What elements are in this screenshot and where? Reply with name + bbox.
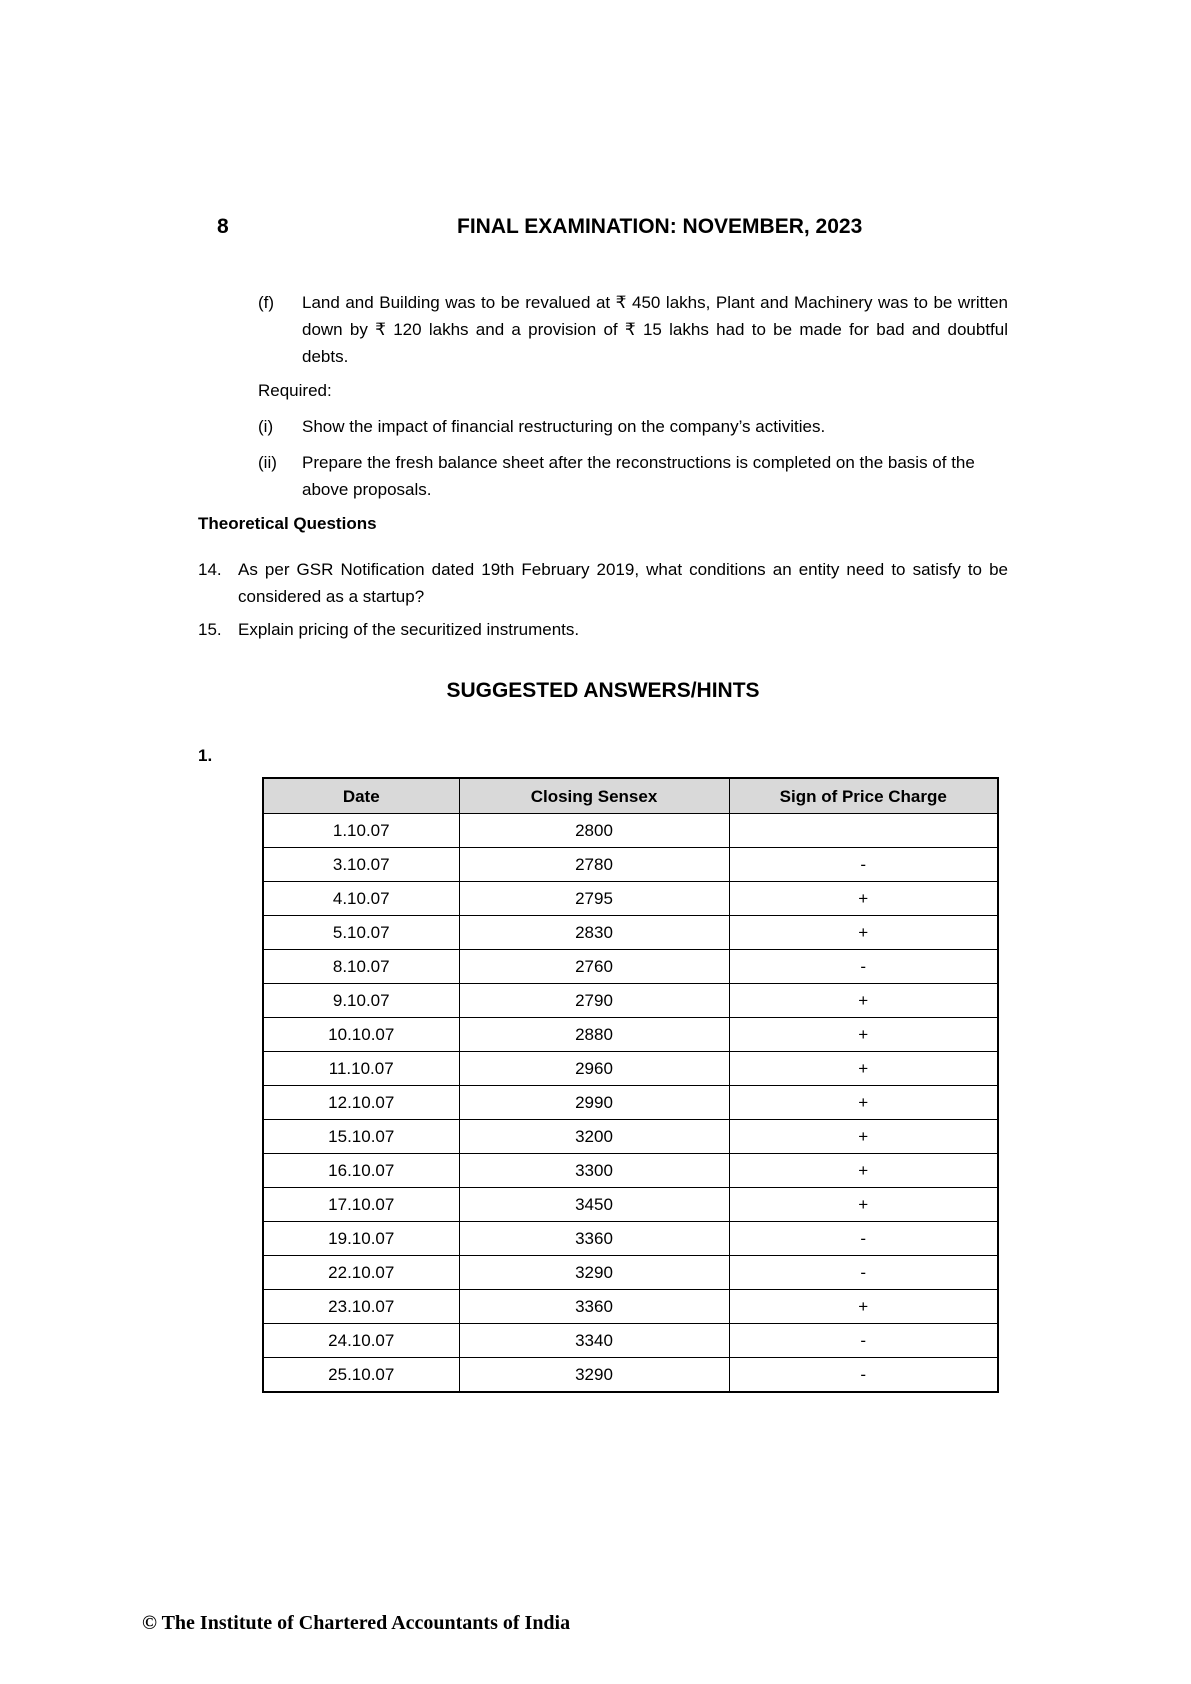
header-cell-sign-of-price-charge: Sign of Price Charge [729, 778, 998, 814]
price-sign-cell: + [729, 984, 998, 1018]
page-footer: © The Institute of Chartered Accountants of India [142, 1612, 571, 1634]
date-cell: 1.10.07 [263, 814, 459, 848]
sensex-table-body [263, 814, 998, 1393]
date-cell: 5.10.07 [263, 916, 459, 950]
question-15-text: Explain pricing of the securitized instruments. [238, 620, 580, 639]
price-sign-cell: + [729, 1052, 998, 1086]
price-sign-cell: - [729, 950, 998, 984]
sensex-table [262, 777, 999, 1393]
price-sign-cell: + [729, 1290, 998, 1324]
closing-sensex-cell: 2795 [459, 882, 729, 916]
table-row [263, 1256, 998, 1290]
required-label: Required: [258, 381, 332, 400]
question-14-label: 14. [198, 560, 222, 579]
closing-sensex-cell: 3340 [459, 1324, 729, 1358]
answer-number: 1. [198, 746, 213, 765]
table-row [263, 1290, 998, 1324]
suggested-answers-heading: SUGGESTED ANSWERS/HINTS [446, 679, 760, 702]
price-sign-cell: - [729, 1222, 998, 1256]
page-header-title: FINAL EXAMINATION: NOVEMBER, 2023 [457, 215, 863, 238]
price-sign-cell: + [729, 1018, 998, 1052]
sub-item-ii-text: Prepare the fresh balance sheet after the reconstructions is completed on the basis of the above proposals. [302, 453, 975, 499]
table-row [263, 1154, 998, 1188]
item-f-text: Land and Building was to be revalued at ₹ 450 lakhs, Plant and Machinery was to be written down by ₹ 120 lakhs and a provision of ₹ 15 lakhs had to be made for bad and doubtful debts. [302, 293, 1008, 366]
closing-sensex-cell: 3360 [459, 1290, 729, 1324]
price-sign-cell: + [729, 882, 998, 916]
header-cell-date: Date [263, 778, 459, 814]
date-cell: 12.10.07 [263, 1086, 459, 1120]
closing-sensex-cell: 3290 [459, 1358, 729, 1393]
date-cell: 11.10.07 [263, 1052, 459, 1086]
table-row [263, 882, 998, 916]
closing-sensex-cell: 3300 [459, 1154, 729, 1188]
price-sign-cell: - [729, 1256, 998, 1290]
closing-sensex-cell: 3450 [459, 1188, 729, 1222]
price-sign-cell: - [729, 1324, 998, 1358]
sub-item-ii [258, 449, 1008, 503]
table-row [263, 848, 998, 882]
closing-sensex-cell: 2800 [459, 814, 729, 848]
date-cell: 19.10.07 [263, 1222, 459, 1256]
table-row [263, 1052, 998, 1086]
table-row [263, 950, 998, 984]
page-content [0, 289, 1191, 1393]
date-cell: 10.10.07 [263, 1018, 459, 1052]
question-14-text: As per GSR Notification dated 19th February 2019, what conditions an entity need to satisfy to be considered as a startup? [238, 560, 1008, 606]
item-f-label: (f) [258, 293, 275, 312]
closing-sensex-cell: 3360 [459, 1222, 729, 1256]
price-sign-cell: + [729, 916, 998, 950]
price-sign-cell: + [729, 1154, 998, 1188]
date-cell: 22.10.07 [263, 1256, 459, 1290]
question-item-f [258, 289, 1008, 370]
page-header [0, 213, 1191, 241]
price-sign-cell: - [729, 1358, 998, 1393]
price-sign-cell: - [729, 848, 998, 882]
date-cell: 16.10.07 [263, 1154, 459, 1188]
closing-sensex-cell: 3200 [459, 1120, 729, 1154]
question-15 [198, 616, 1008, 643]
table-row [263, 1324, 998, 1358]
sensex-table-header [263, 778, 998, 814]
table-row [263, 1086, 998, 1120]
price-sign-cell: + [729, 1120, 998, 1154]
closing-sensex-cell: 2760 [459, 950, 729, 984]
sub-item-i-text: Show the impact of financial restructuring on the company’s activities. [302, 417, 826, 436]
closing-sensex-cell: 2780 [459, 848, 729, 882]
sub-item-i-label: (i) [258, 417, 274, 436]
date-cell: 23.10.07 [263, 1290, 459, 1324]
price-sign-cell [729, 814, 998, 848]
date-cell: 3.10.07 [263, 848, 459, 882]
date-cell: 9.10.07 [263, 984, 459, 1018]
closing-sensex-cell: 2960 [459, 1052, 729, 1086]
closing-sensex-cell: 2790 [459, 984, 729, 1018]
header-cell-closing-sensex: Closing Sensex [459, 778, 729, 814]
question-15-label: 15. [198, 620, 222, 639]
table-row [263, 916, 998, 950]
page-number: 8 [217, 215, 229, 238]
closing-sensex-cell: 2990 [459, 1086, 729, 1120]
price-sign-cell: + [729, 1086, 998, 1120]
table-header-row [263, 778, 998, 814]
date-cell: 15.10.07 [263, 1120, 459, 1154]
theoretical-questions-heading: Theoretical Questions [198, 514, 377, 533]
date-cell: 24.10.07 [263, 1324, 459, 1358]
table-row [263, 1188, 998, 1222]
sub-item-ii-label: (ii) [258, 453, 277, 472]
table-row [263, 984, 998, 1018]
date-cell: 25.10.07 [263, 1358, 459, 1393]
closing-sensex-cell: 2830 [459, 916, 729, 950]
table-row [263, 1120, 998, 1154]
table-row [263, 1018, 998, 1052]
table-row [263, 1222, 998, 1256]
question-14 [198, 556, 1008, 610]
sub-item-i [258, 413, 1008, 440]
date-cell: 17.10.07 [263, 1188, 459, 1222]
closing-sensex-cell: 2880 [459, 1018, 729, 1052]
table-row [263, 1358, 998, 1393]
date-cell: 8.10.07 [263, 950, 459, 984]
price-sign-cell: + [729, 1188, 998, 1222]
date-cell: 4.10.07 [263, 882, 459, 916]
table-row [263, 814, 998, 848]
closing-sensex-cell: 3290 [459, 1256, 729, 1290]
